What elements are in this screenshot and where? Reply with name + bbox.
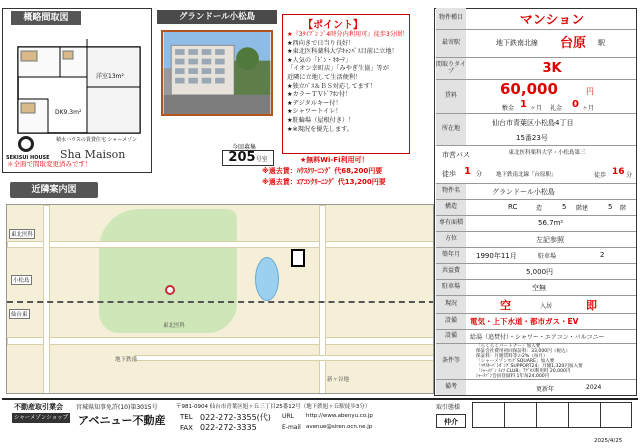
point-line: ★デジタルキー付！ bbox=[287, 99, 342, 107]
key-money-label: 礼金 bbox=[550, 105, 563, 112]
label-rent: 賃料 bbox=[436, 80, 466, 113]
update-label: 更新年 bbox=[536, 386, 555, 393]
key-money-value: 0 bbox=[572, 99, 579, 110]
rent-value: 60,000 bbox=[500, 80, 558, 98]
fax-number: 022-272-3335 bbox=[200, 423, 257, 432]
map-pond bbox=[255, 257, 279, 301]
station-walk: 地下鉄南北線「台原駅」 bbox=[496, 172, 557, 178]
condition-line: 「ﾊｳｽｷｰﾊﾟﾄｶﾞﾝｸﾞSUPPORT24」月額1,320円加入要 bbox=[476, 364, 583, 369]
neighborhood-map bbox=[6, 204, 434, 394]
status: 空 bbox=[500, 299, 511, 312]
map-park bbox=[99, 209, 237, 333]
layout-value: 3K bbox=[542, 61, 562, 76]
direction: 左記参照 bbox=[536, 236, 564, 244]
map-label: 仙台東 bbox=[9, 309, 30, 319]
map-road bbox=[135, 355, 434, 361]
company-address: 〒981-0904 仙台市青葉区旭ヶ丘三丁目25番12号（地下鉄旭ヶ丘駅徒歩3分） bbox=[176, 404, 371, 410]
row-structure bbox=[436, 200, 636, 216]
floorplan-note: ＊全面で間取変更済みです！ bbox=[7, 160, 92, 168]
shamaison-logo: Sha Maison bbox=[60, 148, 126, 161]
label-notes: 備考 bbox=[436, 380, 466, 395]
point-line: ★『3ﾀｲﾌﾟﾝ ﾝﾟ4時分内利用可』徒歩3分圏！ bbox=[287, 31, 409, 38]
row-parking-fee bbox=[436, 280, 636, 296]
row-type bbox=[436, 8, 636, 30]
bus-stop: 東北医科薬科大学・小松島第三 bbox=[508, 150, 586, 156]
email-link[interactable]: avenue@siren.ocn.ne.jp bbox=[306, 424, 373, 430]
bus-label: 市営バス bbox=[442, 151, 470, 159]
point-line: ★独立ﾊﾞｽ＆ＢＳ対応してます！ bbox=[287, 82, 377, 90]
point-line: 「イオン幸町店」「みやぎ生協」等が bbox=[287, 65, 389, 73]
company-name: アベニュー不動産 bbox=[78, 414, 166, 427]
point-line: ★カラーＴＶﾄﾞｱﾎﾝ付！ bbox=[287, 91, 352, 99]
point-line: ★※現況を優先します。 bbox=[287, 125, 353, 133]
row-area bbox=[436, 216, 636, 232]
parking: 2 bbox=[600, 251, 605, 259]
area: 56.7m² bbox=[538, 219, 564, 227]
map-road bbox=[43, 205, 50, 394]
map-label: 新ヶ谷地 bbox=[327, 377, 350, 383]
url-label: URL bbox=[282, 413, 294, 420]
label-equipment: 設備 bbox=[436, 330, 466, 343]
agent-label: 取引態様 bbox=[436, 404, 461, 411]
map-label: 東北医科 bbox=[9, 229, 35, 239]
map-label: 小松島 bbox=[11, 275, 32, 285]
points-title: 【ポイント】 bbox=[303, 20, 363, 31]
label-location: 所在地 bbox=[436, 114, 466, 145]
map-label: 地下鉄南 bbox=[115, 357, 138, 363]
station-walk-unit: 分 bbox=[626, 172, 633, 179]
row-built bbox=[436, 248, 636, 264]
deposit-unit: ヶ月 bbox=[530, 105, 543, 112]
station-marker-icon bbox=[165, 285, 175, 295]
label-direction: 方位 bbox=[436, 232, 466, 247]
map-railway bbox=[7, 301, 434, 303]
row-mgmt bbox=[436, 264, 636, 280]
station-suffix: 駅 bbox=[598, 39, 605, 47]
floors: 5 bbox=[562, 203, 567, 211]
row-conditions bbox=[436, 344, 636, 380]
row-equipment bbox=[436, 330, 636, 344]
deposit-value: 1 bbox=[520, 99, 527, 110]
map-road bbox=[7, 337, 434, 345]
map-label: 東北医科 bbox=[163, 323, 186, 329]
point-line: 近隣に立地して生活便利！ bbox=[287, 73, 362, 81]
footer-date: 2025/4/25 bbox=[594, 438, 623, 444]
building-photo-panel bbox=[155, 8, 280, 118]
row-address bbox=[436, 114, 636, 146]
floors-label: 造 bbox=[536, 205, 543, 212]
url-link[interactable]: http://www.abenyu.co.jp bbox=[306, 413, 373, 419]
address: 仙台市青葉区小松島4丁目 bbox=[492, 119, 574, 127]
sekisui-house-text: SEKISUI HOUSE bbox=[6, 155, 50, 161]
label-conditions: 条件等 bbox=[436, 344, 466, 379]
footer bbox=[2, 398, 638, 446]
wifi-note: ★無料Wi-Fi利用可！ bbox=[300, 156, 369, 164]
label-station: 最寄駅 bbox=[436, 30, 466, 57]
row-status bbox=[436, 296, 636, 314]
parking-fee: 空無 bbox=[532, 284, 546, 292]
equipment: 給湯（追焚付）・シャワー・エアコン・バルコニー bbox=[470, 334, 605, 341]
point-line: ★西向きで日当り良好！ bbox=[287, 39, 355, 47]
rent-unit: 円 bbox=[586, 87, 594, 96]
campaign-label: 今回募集 bbox=[232, 144, 257, 151]
condition-line: 「らくらくパートナー」加入要 bbox=[476, 344, 541, 349]
address-lot: 15番23号 bbox=[516, 134, 548, 142]
property-marker-icon bbox=[291, 249, 305, 267]
property-type: マンション bbox=[519, 13, 585, 28]
deposit-label: 敷金 bbox=[502, 105, 515, 112]
row-name bbox=[436, 184, 636, 200]
points-panel bbox=[282, 14, 410, 154]
condition-line: 「シャーメゾンﾏﾝｸﾞSQUARE」加入要 bbox=[476, 359, 555, 364]
label-utilities: 設備 bbox=[436, 314, 466, 329]
condition-line: 保証会社費用初回保証料：33,000円（税込） bbox=[476, 349, 571, 354]
tel-label: TEL bbox=[180, 413, 193, 421]
parking-label: 駐車場 bbox=[538, 253, 557, 260]
map-road bbox=[319, 205, 326, 394]
email-label: E-mail bbox=[282, 424, 301, 431]
shamaison-caption: 積水ハウスの賃貸住宅 シャーメゾン bbox=[56, 137, 137, 143]
label-name: 物件名 bbox=[436, 184, 466, 199]
building-photo-title: グランドール小松島 bbox=[157, 10, 277, 24]
label-area: 専有面積 bbox=[436, 216, 466, 231]
floor-unit: 階 bbox=[620, 205, 627, 212]
label-built: 築年月 bbox=[436, 248, 466, 263]
room-western-label: 洋室13m² bbox=[96, 73, 124, 80]
sekisui-house-logo bbox=[6, 136, 50, 166]
unit-suffix: 号室 bbox=[255, 156, 268, 163]
license-label: 不動産取引業会 bbox=[14, 403, 63, 411]
shop-label: シャーメゾンショップ bbox=[13, 415, 69, 421]
floorplan-drawing bbox=[17, 39, 141, 135]
neighborhood-title: 近隣案内図 bbox=[10, 182, 98, 198]
station-walk-value: 16 bbox=[612, 167, 625, 177]
license-number: 宮城県知事免許(10)第3015号 bbox=[76, 404, 158, 411]
point-line: ★シャワートイレ！ bbox=[287, 108, 342, 116]
floor: 5 bbox=[608, 203, 613, 211]
floor-label: 階建 bbox=[576, 205, 589, 212]
map-road bbox=[7, 241, 434, 248]
row-station bbox=[436, 30, 636, 58]
movein: 即 bbox=[586, 299, 597, 312]
condition-line: ｼｬｰﾒｿﾞﾝ会員登録料 1年毎24,000円 bbox=[476, 374, 550, 379]
row-direction bbox=[436, 232, 636, 248]
past-fee-cleaning: ※過去賃：ﾊｳｽｸﾘｰﾆﾝｸﾞ 代68,200円要 bbox=[262, 167, 383, 175]
property-name: グランドール小松島 bbox=[492, 188, 555, 196]
unit-number: 205 bbox=[228, 150, 256, 165]
label-parking-fee: 駐車場 bbox=[436, 280, 466, 295]
agent-mark: 仲介 bbox=[436, 414, 466, 428]
key-money-unit: ヶ月 bbox=[582, 105, 595, 112]
row-layout bbox=[436, 58, 636, 80]
point-line: ★人気の「ﾄﾞﾝ・ｷﾎｰﾃ」 bbox=[287, 56, 352, 64]
room-dk-label: DK9.3m² bbox=[55, 109, 82, 116]
movein-label: 入居 bbox=[540, 303, 553, 310]
point-line: ★駐輪場（屋根付き）！ bbox=[287, 116, 355, 124]
update-year: 2024 bbox=[586, 384, 602, 391]
condition-line: 保証料：月額賃料等の2%（毎月） bbox=[476, 354, 548, 359]
row-utilities bbox=[436, 314, 636, 330]
station-walk-label: 徒歩 bbox=[594, 172, 607, 179]
condition-line: 「ｼｬｰﾒｿﾞﾝ ﾗｲﾌ CLUB」ｱｸﾞｾｽ利用料 20,000円 bbox=[476, 369, 571, 374]
building-photo bbox=[161, 30, 273, 116]
structure: RC bbox=[508, 203, 518, 211]
point-line: ★東北医科薬科大学ｷｬﾝﾊﾟｽ目前に立地！ bbox=[287, 48, 398, 56]
utilities: 電気・上下水道・都市ガス・EV bbox=[470, 317, 579, 326]
conditions-list bbox=[476, 344, 634, 379]
tel-number: 022-272-3355(代) bbox=[200, 413, 271, 422]
built: 1990年11月 bbox=[476, 252, 517, 260]
points-list bbox=[287, 31, 409, 134]
station-name: 台原 bbox=[560, 36, 587, 51]
line-name: 地下鉄南北線 bbox=[496, 39, 538, 47]
mgmt: 5,000円 bbox=[526, 268, 554, 276]
label-structure: 構造 bbox=[436, 200, 466, 215]
unit-number-box bbox=[222, 150, 274, 166]
past-fee-aircon: ※過去賃：ｴｱｺﾝｸﾘｰﾆﾝｸﾞ 代13,200円要 bbox=[262, 178, 386, 186]
label-layout: 間取りタイプ bbox=[436, 58, 466, 79]
label-status: 現況 bbox=[436, 296, 466, 313]
walk-value: 1 bbox=[464, 166, 471, 177]
floorplan-title: 概略間取図 bbox=[11, 11, 81, 25]
row-access bbox=[436, 146, 636, 184]
footer-checkbox-grid bbox=[472, 402, 632, 428]
fax-label: FAX bbox=[180, 424, 193, 432]
label-type: 物件種目 bbox=[436, 8, 466, 29]
row-notes bbox=[436, 380, 636, 396]
walk-unit: 分 bbox=[476, 171, 483, 178]
walk-label: 徒歩 bbox=[442, 170, 456, 178]
label-mgmt: 共益費 bbox=[436, 264, 466, 279]
row-rent bbox=[436, 80, 636, 114]
sekisui-house-mark-icon bbox=[18, 136, 34, 152]
